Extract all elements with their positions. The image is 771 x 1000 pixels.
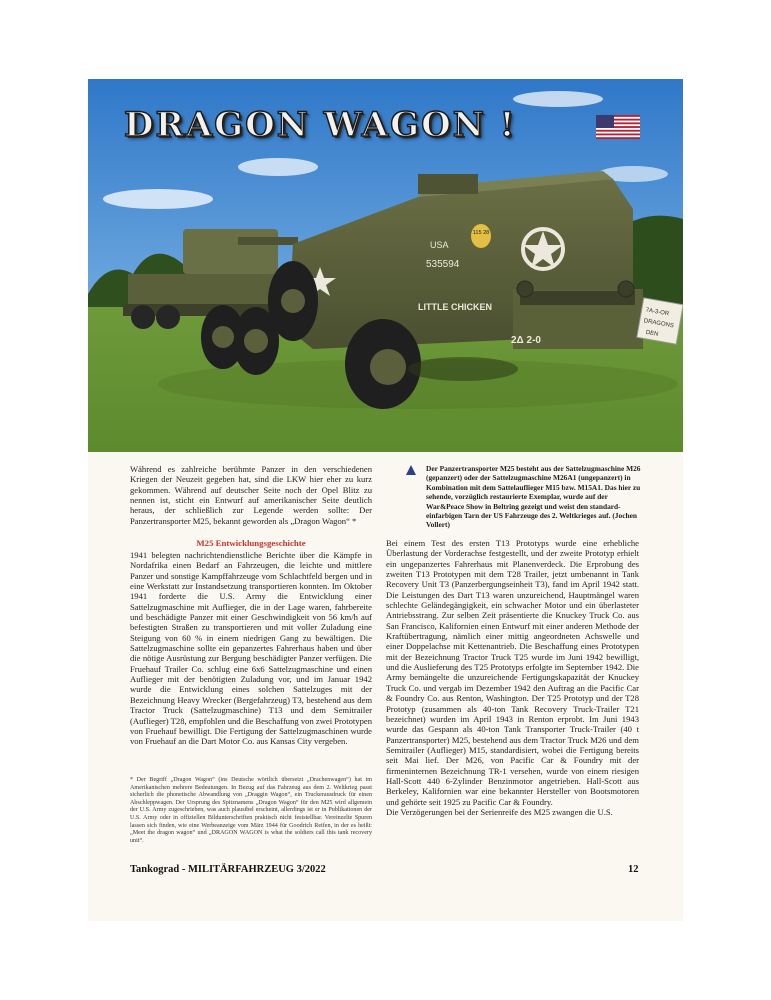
bumper-marking: 2Δ 2-0 [511, 335, 541, 346]
plate-text: 115 28 [472, 230, 490, 236]
sign-line-2: DRAGONS [643, 318, 675, 330]
cover-photo [88, 79, 683, 452]
section-subheading: M25 Entwicklungsgeschichte [196, 538, 306, 548]
headline: DRAGON WAGON ! [124, 105, 517, 145]
photo-caption: Der Panzertransporter M25 besteht aus der Sattelzugmaschine M26 (gepanzert) oder der Sattelzugmaschine M26A1 (ungepanzert) in Kombination mit dem Sattelauflieger M15 bzw. M15A1. Das hier zu sehende, vorzüglich restaurierte Exemplar, wurde auf der War&Peace Show in Beltring gezeigt und weist den standard-einfarbigen Tarn der US Fahrzeuge des 2. Weltkrieges auf. (Jochen Vollert) [426, 464, 641, 530]
serial-marking: 535594 [426, 259, 460, 270]
usa-marking: USA [430, 240, 449, 250]
page-number: 12 [628, 864, 639, 875]
unit-plate [471, 224, 491, 248]
sign-line-1: 7A-3-OR [645, 307, 670, 318]
caption-pointer-icon [406, 465, 416, 475]
magazine-page [88, 79, 683, 921]
sign-line-3: DEN [645, 329, 659, 338]
footnote: * Der Begriff „Dragon Wagon“ (ins Deutsche wörtlich übersetzt „Drachenwagen“) hat im Amerikanischen mehrere Bedeutungen. In Bezug auf das Fahrzeug aus dem 2. Weltkrieg passt sicherlich die phonetische Abwandlung von „Draggin Wagon“, ein Truckerausdruck für einen Abschleppwagen. Der Ursprung des Spitznamens „Dragon Wagon“ für den M25 wird allgemein der U.S. Army zugeschrieben, was auch plausibel erscheint, allerdings ist er in Publikationen der U.S. Army oder in offiziellen Bildunterschriften praktisch nicht feststellbar. Vereinzelte Spuren lassen sich finden, wie eine Werbeanzeige vom März 1944 für Goodrich Reifen, in der es heißt: „Meet the dragon wagon“ und „DRAGON WAGON is what the soldiers call this tank recovery unit“. [130, 777, 372, 844]
dragons-den-sign [637, 298, 683, 344]
us-flag-icon [596, 115, 640, 139]
intro-paragraph: Während es zahlreiche berühmte Panzer in den verschiedenen Kriegen der Neuzeit gegeben hat, sind die LKW hier eher zu kurz gekommen. Während auf deutscher Seite noch der Opel Blitz zu nennen ist, sticht ein Entwurf auf amerikanischer Seite deutlich heraus, der schließlich zur Legende werden sollte: Der Panzertransporter M25, bekannt geworden als „Dragon Wagon“ * [130, 464, 372, 526]
footer-publication: Tankograd - MILITÄRFAHRZEUG 3/2022 [130, 864, 326, 875]
left-body-text: 1941 belegten nachrichtendienstliche Berichte über die Kämpfe in Nordafrika einen Bedarf an Fahrzeugen, die leichte und mittlere Panzer und sonstige Kampffahrzeuge vom Schlachtfeld bergen und in eine Werkstatt zur Instandsetzung transportieren konnten. Im Oktober 1941 forderte die U.S. Army die Entwicklung einer Sattelzugmaschine mit Auflieger, die in der Lage waren, fahrbereite und beschädigte Panzer mit einer Geschwindigkeit von 56 km/h auf befestigten Straßen zu transportieren und mit voller Zuladung eine Steigung von 60 % in einem niedrigen Gang zu bewältigen. Die Sattelzugmaschine sollte ein gepanzertes Fahrerhaus haben und über die nötige Ausrüstung zur Bergung beschädigter Panzer verfügen. Die Fruehauf Trailer Co. schlug eine 6x6 Sattelzugmaschine und einen Auflieger mit der benötigten Zuladung vor, und im Januar 1942 wurde die Entwicklung eines solchen Sattelzuges mit der Bezeichnung Heavy Wrecker (Bergefahrzeug) T3, bestehend aus dem Tractor Truck (Sattelzugmaschine) T13 und dem Semitrailer (Auflieger) T28, empfohlen und die Beschaffung von zwei Prototypen von Fruehauf bewilligt. Die Fertigung der Sattelzugmaschinen wurde von Fruehauf an die Dart Motor Co. aus Kansas City vergeben. [130, 550, 372, 747]
vehicle-name-marking: LITTLE CHICKEN [418, 302, 492, 312]
right-body-text: Bei einem Test des ersten T13 Prototyps wurde eine erhebliche Überlastung der Vorderachse festgestellt, und der zweite Prototyp erhielt ein ungepanzertes Fahrerhaus mit Planenverdeck. Die Erprobung des zweiten T13 Prototypen mit dem T28 Trailer, jetzt umbenannt in Tank Recovery Unit T3 (Panzerbergungseinheit T3), fand im April 1942 statt. Die Leistungen des Dart T13 waren unzureichend, Hauptmängel waren schlechte Geländegängigkeit, ein schwacher Motor und ein überlasteter Antriebsstrang. Zur selben Zeit präsentierte die Knuckey Truck Co. aus San Francisco, Kalifornien einen Entwurf mit einer anderen Methode der Kraftübertragung, nämlich einer mittig angeordneten Achswelle und einer Doppelachse mit Kettenantrieb. Die Beschaffung eines Prototypen mit der Bezeichnung Tractor Truck T25 wurde im Juni 1942 bewilligt, und die Auslieferung des T25 Prototyps erfolgte im September 1942. Die Army bemängelte die unzureichende Fertigungskapazität der Knuckey Truck Co. und vergab im Dezember 1942 den Auftrag an die Pacific Car & Foundry Co. aus Renton, Washington. Der T25 Prototyp und der T28 Prototyp (zusammen als 40-ton Tank Recovery Truck-Trailer T21 bezeichnet) wurden im April 1943 in Renton erprobt. Im Juni 1943 wurde das Gespann als 40-ton Tank Transporter Truck-Trailer (40 t Panzertransporter) M25, bestehend aus dem Tractor Truck M26 und dem Semitrailer (Auflieger) M15, standardisiert, wobei die Fertigung bereits seit Mai lief. Der M26, von Pacific Car & Foundry mit der firmeninternen Bezeichnung TR-1 versehen, wurde von einem riesigen Hall-Scott 440 6-Zylinder Benzinmotor angetrieben. Hall-Scott aus Berkeley, Kalifornien war eine bekannter Hersteller von Bootsmotoren und gehörte seit 1925 zu Pacific Car & Foundry. Die Verzögerungen bei der Serienreife des M25 zwangen die U.S. [386, 538, 639, 817]
